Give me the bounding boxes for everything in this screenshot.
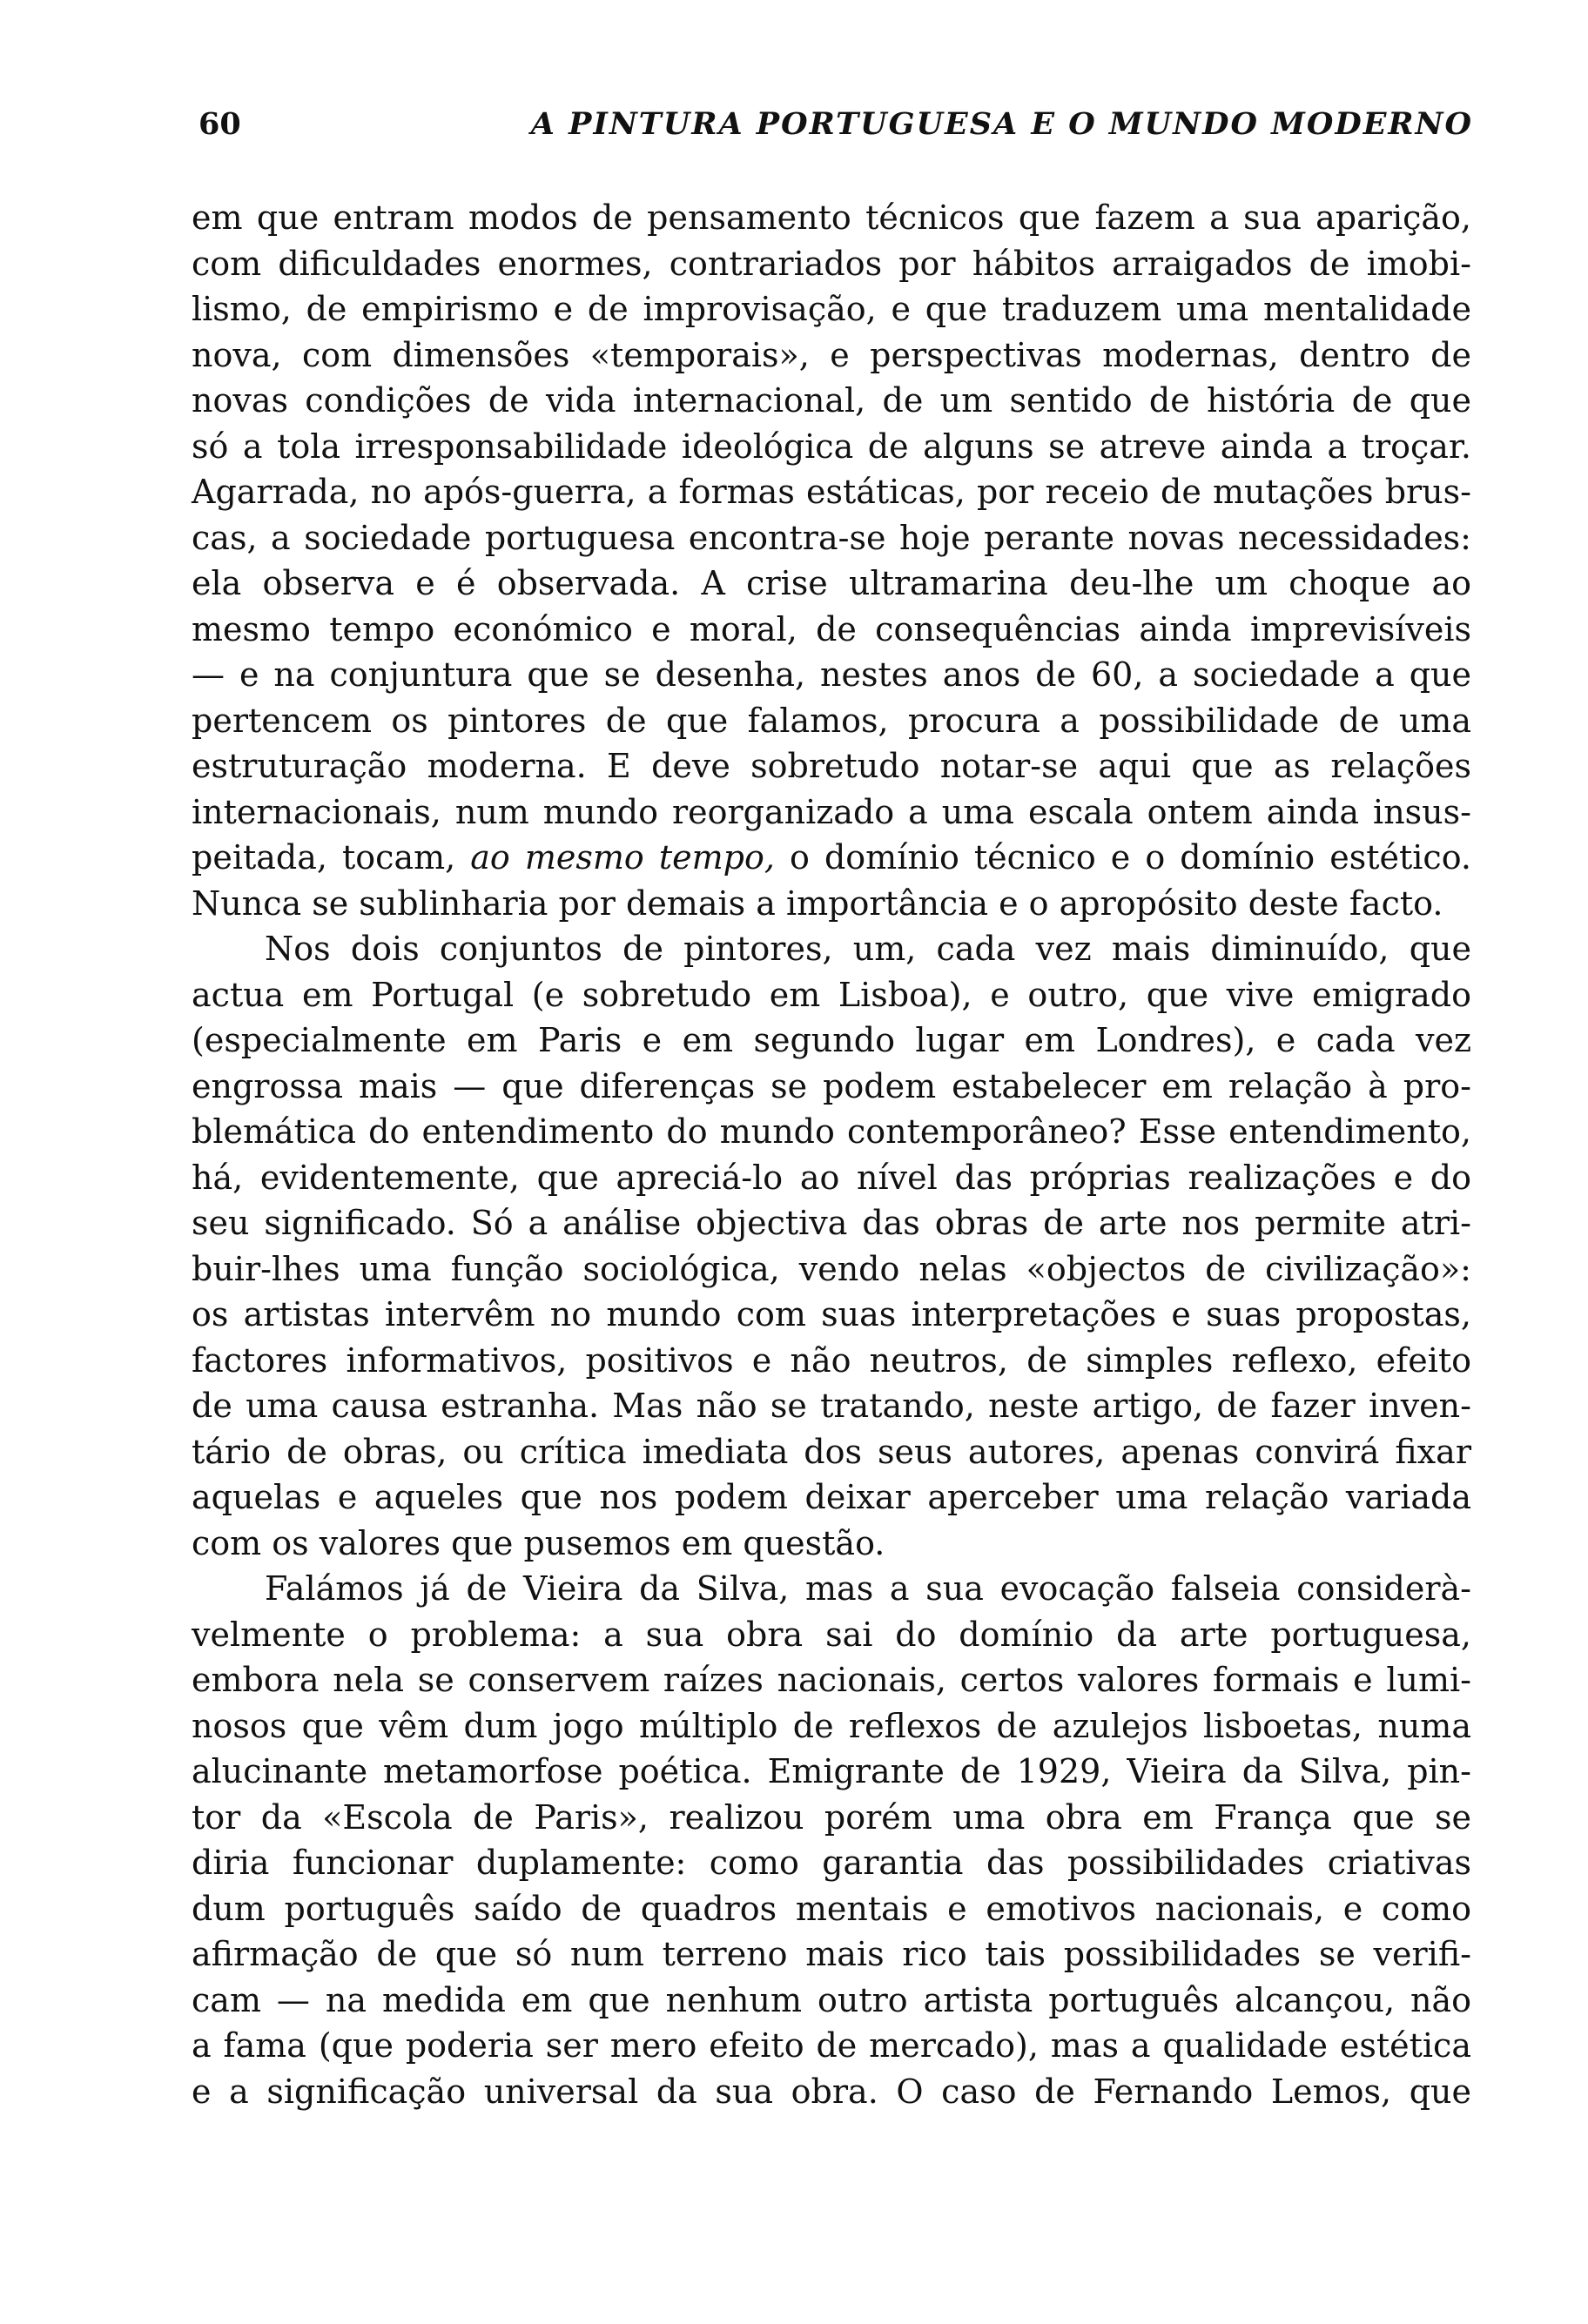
text-line: com os valores que pusemos em questão. — [192, 1523, 885, 1562]
text-line: tor da «Escola de Paris», realizou porém uma obra em França que se — [192, 1797, 1471, 1837]
text-line: cam — na medida em que nenhum outro artista português alcançou, não — [192, 1980, 1471, 2019]
text-line: novas condições de vida internacional, de um sentido de história de que — [192, 381, 1471, 420]
text-line: estruturação moderna. E deve sobretudo notar-se aqui que as relações — [192, 747, 1471, 785]
text-line: ela observa e é observada. A crise ultramarina deu-lhe um choque ao — [192, 564, 1471, 602]
text-line: alucinante metamorfose poética. Emigrante de 1929, Vieira da Silva, pin- — [192, 1752, 1471, 1790]
italic-phrase: ao mesmo tempo, — [470, 838, 775, 877]
text-line: blemática do entendimento do mundo contemporâneo? Esse entendimento, — [192, 1112, 1471, 1151]
text-line: diria funcionar duplamente: como garantia das possibilidades criativas — [192, 1844, 1471, 1882]
text-line: — e na conjuntura que se desenha, nestes anos de 60, a sociedade a que — [192, 655, 1471, 694]
text-line: Nunca se sublinharia por demais a importância e o apropósito deste facto. — [192, 883, 1443, 923]
text-line: seu significado. Só a análise objectiva das obras de arte nos permite atri- — [192, 1204, 1471, 1242]
text-line: buir-lhes uma função sociológica, vendo nelas «objectos de civilização»: — [192, 1249, 1471, 1288]
text-line: lismo, de empirismo e de improvisação, e que traduzem uma mentalidade — [192, 290, 1471, 328]
text-line: engrossa mais — que diferenças se podem estabelecer em relação à pro- — [192, 1066, 1471, 1105]
body-text — [192, 195, 1471, 2114]
text-line: dum português saído de quadros mentais e emotivos nacionais, e como — [192, 1889, 1471, 1928]
text-line: com dificuldades enormes, contrariados por hábitos arraigados de imobi- — [192, 244, 1471, 283]
text-line: embora nela se conservem raízes nacionais, certos valores formais e lumi- — [192, 1661, 1471, 1699]
text-line: (especialmente em Paris e em segundo lugar em Londres), e cada vez — [192, 1021, 1471, 1059]
text-line: tário de obras, ou crítica imediata dos seus autores, apenas convirá fixar — [192, 1432, 1471, 1471]
text-line: nova, com dimensões «temporais», e perspectivas modernas, dentro de — [192, 335, 1471, 374]
text-line: mesmo tempo económico e moral, de consequências ainda imprevisíveis — [192, 609, 1471, 648]
text-line: Falámos já de Vieira da Silva, mas a sua evocação falseia considerà- — [265, 1569, 1471, 1608]
text-line: peitada, tocam, ao mesmo tempo, o domínio técnico e o domínio estético. — [192, 838, 1471, 877]
text-line: há, evidentemente, que apreciá-lo ao nível das próprias realizações e do — [192, 1158, 1471, 1197]
text-line: a fama (que poderia ser mero efeito de mercado), mas a qualidade estética — [192, 2026, 1471, 2065]
text-line: em que entram modos de pensamento técnicos que fazem a sua aparição, — [192, 198, 1471, 237]
paragraph — [192, 195, 1471, 926]
text-line: Agarrada, no após-guerra, a formas estáticas, por receio de mutações brus- — [192, 473, 1471, 511]
text-line: de uma causa estranha. Mas não se tratando, neste artigo, de fazer inven- — [192, 1387, 1471, 1425]
paragraph — [192, 926, 1471, 1566]
page-number: 60 — [198, 106, 241, 142]
text-line: factores informativos, positivos e não neutros, de simples reflexo, efeito — [192, 1340, 1471, 1380]
paragraph — [192, 1566, 1471, 2114]
text-line: e a significação universal da sua obra. O caso de Fernando Lemos, que — [192, 2072, 1471, 2111]
text-line: afirmação de que só num terreno mais rico tais possibilidades se verifi- — [192, 1935, 1471, 1973]
running-title: A PINTURA PORTUGUESA E O MUNDO MODERNO — [530, 106, 1473, 142]
text-line: Nos dois conjuntos de pintores, um, cada vez mais diminuído, que — [265, 930, 1471, 968]
text-line: só a tola irresponsabilidade ideológica de alguns se atreve ainda a troçar. — [192, 427, 1471, 466]
text-line: cas, a sociedade portuguesa encontra-se hoje perante novas necessidades: — [192, 518, 1471, 557]
text-line: aquelas e aqueles que nos podem deixar aperceber uma relação variada — [192, 1478, 1471, 1516]
text-line: actua em Portugal (e sobretudo em Lisboa), e outro, que vive emigrado — [192, 975, 1471, 1014]
text-line: internacionais, num mundo reorganizado a uma escala ontem ainda insus- — [192, 792, 1471, 831]
page-header — [198, 103, 1473, 146]
text-line: nosos que vêm dum jogo múltiplo de reflexos de azulejos lisboetas, numa — [192, 1706, 1471, 1745]
text-line: velmente o problema: a sua obra sai do domínio da arte portuguesa, — [192, 1615, 1471, 1654]
text-line: os artistas intervêm no mundo com suas interpretações e suas propostas, — [192, 1295, 1471, 1333]
text-line: pertencem os pintores de que falamos, procura a possibilidade de uma — [192, 701, 1471, 740]
